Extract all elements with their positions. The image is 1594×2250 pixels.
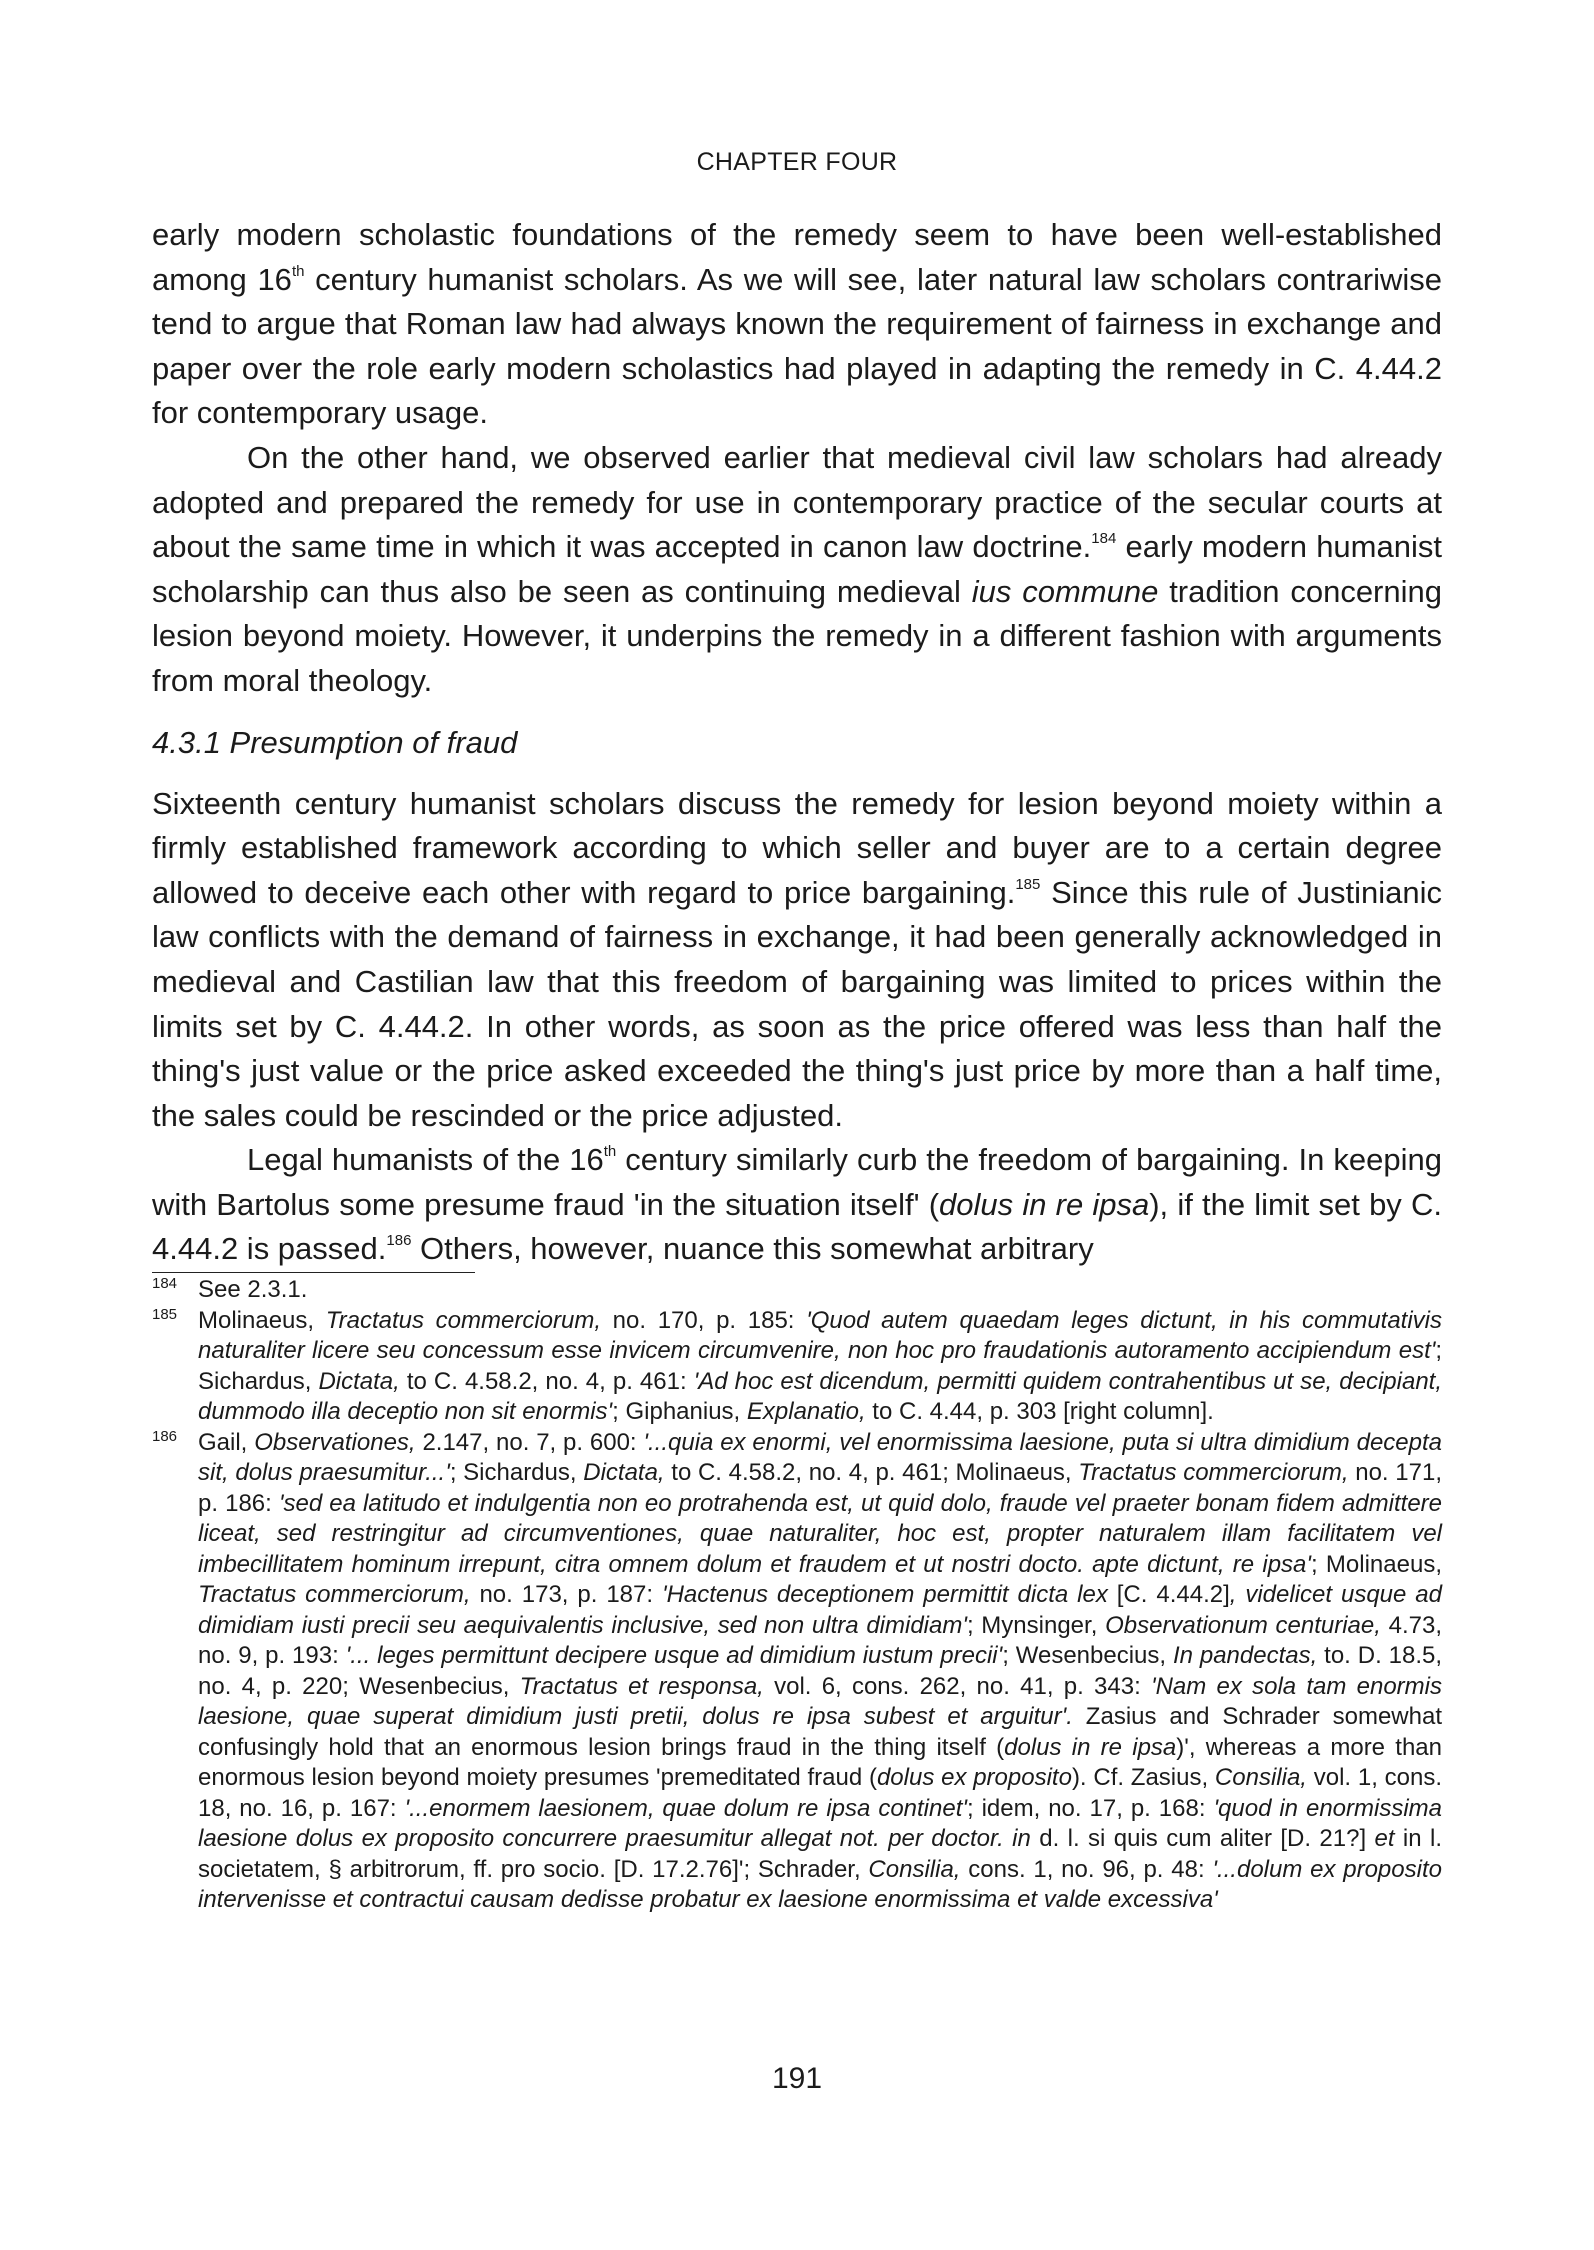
footnote-184: 184 See 2.3.1. <box>152 1275 1442 1306</box>
footnote-185: 185 Molinaeus, Tractatus commerciorum, no. 170, p. 185: 'Quod autem quaedam leges dictunt, in his commutativis naturaliter licere seu concessum esse invicem circumvenire, non hoc pro fraudationis autoramento accipiendum est'; Sichardus, Dictata, to C. 4.58.2, no. 4, p. 461: 'Ad hoc est dicendum, permitti quidem contrahentibus ut se, decipiant, dummodo illa deceptio non sit enormis'; Giphanius, Explanatio, to C. 4.44, p. 303 [right column]. <box>152 1306 1442 1428</box>
footnote-186: 186 Gail, Observationes, 2.147, no. 7, p. 600: '...quia ex enormi, vel enormissima laesione, puta si ultra dimidium decepta sit, dolus praesumitur...'; Sichardus, Dictata, to C. 4.58.2, no. 4, p. 461; Molinaeus, Tractatus commerciorum, no. 171, p. 186: 'sed ea latitudo et indulgentia non eo protrahenda est, ut quid dolo, fraude vel praeter bonam fidem admittere liceat, sed restringitur ad circumventiones, quae naturaliter, hoc est, propter naturalem illam facilitatem vel imbecillitatem hominum irrepunt, citra omnem dolum et fraudem et ut nostri docto. apte dictunt, re ipsa'; Molinaeus, Tractatus commerciorum, no. 173, p. 187: 'Hactenus deceptionem permittit dicta lex [C. 4.44.2], videlicet usque ad dimidiam iusti precii seu aequivalentis inclusive, sed non ultra dimidiam'; Mynsinger, Observationum centuriae, 4.73, no. 9, p. 193: '... leges permittunt decipere usque ad dimidium iustum precii'; Wesenbecius, In pandectas, to. D. 18.5, no. 4, p. 220; Wesenbecius, Tractatus et responsa, vol. 6, cons. 262, no. 41, p. 343: 'Nam ex sola tam enormis laesione, quae superat dimidium justi pretii, dolus re ipsa subest et arguitur'. Zasius and Schrader somewhat confusingly hold that an enormous lesion brings fraud in the thing itself (dolus in re ipsa)', whereas a more than enormous lesion beyond moiety presumes 'premeditated fraud (dolus ex proposito). Cf. Zasius, Consilia, vol. 1, cons. 18, no. 16, p. 167: '...enormem laesionem, quae dolum re ipsa continet'; idem, no. 17, p. 168: 'quod in enormissima laesione dolus ex proposito concurrere praesumitur allegat not. per doctor. in d. l. si quis cum aliter [D. 21?] et in l. societatem, § arbitrorum, ff. pro socio. [D. 17.2.76]'; Schrader, Consilia, cons. 1, no. 96, p. 48: '...dolum ex proposito intervenisse et contractui causam dedisse probatur ex laesione enormissima et valde excessiva' <box>152 1428 1442 1916</box>
paragraph-1: early modern scholastic foundations of the remedy seem to have been well-established among 16th century humanist scholars. As we will see, later natural law scholars contrariwise tend to argue that Roman law had always known the requirement of fairness in exchange and paper over the role early modern scholastics had played in adapting the remedy in C. 4.44.2 for contemporary usage. <box>152 217 1442 431</box>
paragraph-3: Sixteenth century humanist scholars discuss the remedy for lesion beyond moiety within a firmly established framework according to which seller and buyer are to a certain degree allowed to deceive each other with regard to price bargaining.$^{185}$ Since this rule of Justinianic law conflicts with the demand of fairness in exchange, it had been generally acknowledged in medieval and Castilian law that this freedom of bargaining was limited to prices within the limits set by C. 4.44.2. In other words, as soon as the price offered was less than half the thing's just value or the price asked exceeded the thing's just price by more than a half time, the sales could be rescinded or the price adjusted. <box>152 785 1442 1133</box>
page-number: 191 <box>771 2062 823 2095</box>
main-text <box>152 213 1442 1272</box>
footnote-number: 186 <box>152 1427 178 1445</box>
section-heading: 4.3.1 Presumption of fraud <box>152 724 518 760</box>
footnote-ref-184[interactable]: 184 <box>1091 530 1117 548</box>
footnotes <box>152 1275 1442 1916</box>
paragraph-2: On the other hand, we observed earlier that medieval civil law scholars had already adopted and prepared the remedy for use in contemporary practice of the secular courts at about the same time in which it was accepted in canon law doctrine.$^{184}$ early modern humanist scholarship can thus also be seen as continuing medieval ius commune tradition concerning lesion beyond moiety. However, it underpins the remedy in a different fashion with arguments from moral theology. <box>152 439 1442 698</box>
footnote-number: 184 <box>152 1275 178 1292</box>
running-header: CHAPTER FOUR <box>696 148 898 176</box>
footnote-separator <box>152 1272 475 1273</box>
footnote-ref-186[interactable]: 186 <box>386 1232 412 1250</box>
footnote-number: 185 <box>152 1305 178 1323</box>
footnote-ref-185[interactable]: 185 <box>1015 875 1041 893</box>
paragraph-4: Legal humanists of the 16th century similarly curb the freedom of bargaining. In keeping with Bartolus some presume fraud 'in the situation itself' (dolus in re ipsa), if the limit set by C. 4.44.2 is passed.$^{186}$ Others, however, nuance this somewhat arbitrary <box>152 1142 1442 1267</box>
